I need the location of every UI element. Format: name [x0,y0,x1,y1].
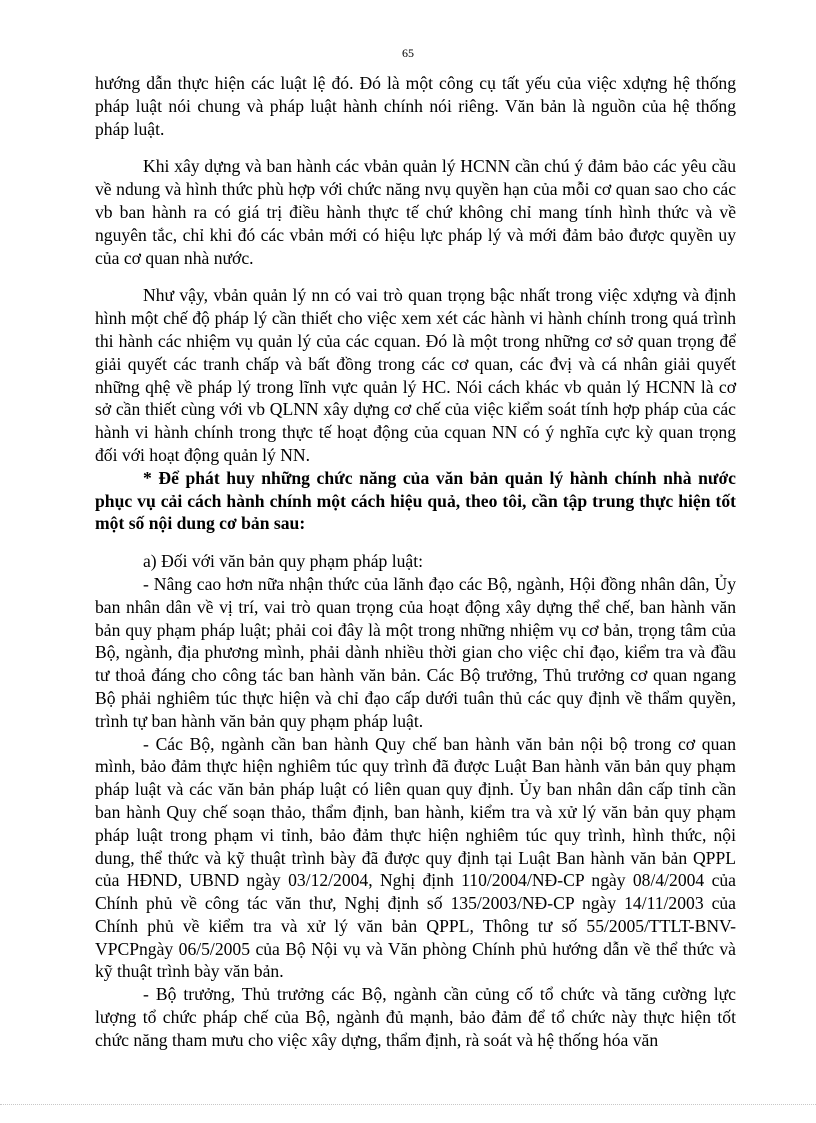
bullet-paragraph: - Bộ trưởng, Thủ trưởng các Bộ, ngành cần củng cố tổ chức và tăng cường lực lượng tổ chức pháp chế của Bộ, ngành đủ mạnh, bảo đảm để tổ chức này thực hiện tốt chức năng tham mưu cho việc xây dựng, thẩm định, rà soát và hệ thống hóa văn [95,984,736,1050]
page-bottom-divider [0,1104,816,1105]
paragraph: Như vậy, vbản quản lý nn có vai trò quan trọng bậc nhất trong việc xdựng và định hình một chế độ pháp lý cần thiết cho việc xem xét các hành vi hành chính trong quá trình thi hành các nhiệm vụ quản lý của các cquan. Đó là một trong những cơ sở quan trọng để giải quyết các tranh chấp và bất đồng trong các cơ quan, các đvị và cá nhân giải quyết những qhệ về pháp lý trong lĩnh vực quản lý HC. Nói cách khác vb quản lý HCNN là cơ sở cần thiết cùng với vb QLNN xây dựng cơ chế của việc kiểm soát tính hợp pháp của các hành vi hành chính trong thực tế hoạt động của cquan NN có ý nghĩa cực kỳ quan trọng đối với hoạt động quản lý NN. [95,285,736,465]
section-heading: * Để phát huy những chức năng của văn bản quản lý hành chính nhà nước phục vụ cải cách hành chính một cách hiệu quả, theo tôi, cần tập trung thực hiện tốt một số nội dung cơ bản sau: [95,467,736,534]
paragraph: hướng dẫn thực hiện các luật lệ đó. Đó là một công cụ tất yếu của việc xdựng hệ thống pháp luật nói chung và pháp luật hành chính nói riêng. Văn bản là nguồn của hệ thống pháp luật. [95,73,736,139]
document-body [95,72,736,1052]
bullet-paragraph: - Nâng cao hơn nữa nhận thức của lãnh đạo các Bộ, ngành, Hội đồng nhân dân, Ủy ban nhân dân về vị trí, vai trò quan trọng của hoạt động xây dựng thể chế, ban hành văn bản quy phạm pháp luật; phải coi đây là một trong những nhiệm vụ cơ bản, trọng tâm của Bộ, ngành, địa phương mình, phải dành nhiều thời gian cho việc chỉ đạo, kiểm tra và đầu tư thoả đáng cho công tác ban hành văn bản. Các Bộ trưởng, Thủ trưởng cơ quan ngang Bộ phải nghiêm túc thực hiện và chỉ đạo cấp dưới tuân thủ các quy định về thẩm quyền, trình tự ban hành văn bản quy phạm pháp luật. [95,573,736,731]
bullet-paragraph: - Các Bộ, ngành cần ban hành Quy chế ban hành văn bản nội bộ trong cơ quan mình, bảo đảm thực hiện nghiêm túc quy trình đã được Luật Ban hành văn bản quy phạm pháp luật và các văn bản pháp luật có liên quan quy định. Ủy ban nhân dân cấp tỉnh cần ban hành Quy chế soạn thảo, thẩm định, ban hành, kiểm tra và xử lý văn bản quy phạm pháp luật trong phạm vi tỉnh, bảo đảm thực hiện nghiêm túc quy trình, hình thức, nội dung, thể thức và kỹ thuật trình bày đã được quy định tại Luật Ban hành văn bản QPPL của HĐND, UBND ngày 03/12/2004, Nghị định 110/2004/NĐ-CP ngày 08/4/2004 của Chính phủ về công tác văn thư, Nghị định số 135/2003/NĐ-CP ngày 14/11/2003 của Chính phủ về kiểm tra và xử lý văn bản QPPL, Thông tư số 55/2005/TTLT-BNV-VPCPngày 06/5/2005 của Bộ Nội vụ và Văn phòng Chính phủ hướng dẫn về thể thức và kỹ thuật trình bày văn bản. [95,733,736,982]
subsection-heading: a) Đối với văn bản quy phạm pháp luật: [143,551,423,572]
paragraph: Khi xây dựng và ban hành các vbản quản lý HCNN cần chú ý đảm bảo các yêu cầu về ndung và hình thức phù hợp với chức năng nvụ quyền hạn của mỗi cơ quan sao cho các vb ban hành ra có giá trị điều hành thực tế chứ không chỉ mang tính hình thức và về nguyên tắc, chỉ khi đó các vbản mới có hiệu lực pháp lý và mới đảm bảo được quyền uy của cơ quan nhà nước. [95,156,736,268]
page-number: 65 [402,46,414,60]
